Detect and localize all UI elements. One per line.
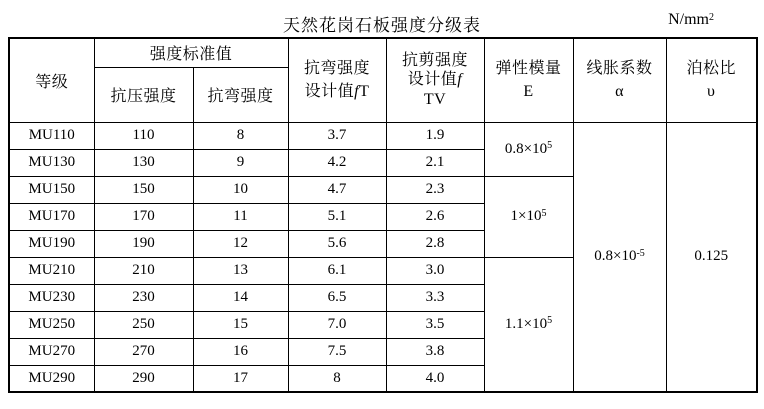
flexural-design-cell: 7.5 xyxy=(288,338,386,365)
header-shear-design xyxy=(386,38,484,122)
grade-cell: MU170 xyxy=(9,203,94,230)
flexural-design-cell: 6.1 xyxy=(288,257,386,284)
flexural-cell: 8 xyxy=(193,122,288,149)
unit-base: N/mm xyxy=(668,11,709,28)
flexural-design-cell: 5.1 xyxy=(288,203,386,230)
exponent: 5 xyxy=(547,315,553,327)
shear-design-cell: 4.0 xyxy=(386,365,484,392)
grade-cell: MU290 xyxy=(9,365,94,392)
flexural-cell: 10 xyxy=(193,176,288,203)
unit-label xyxy=(668,11,714,29)
header-poisson-symbol: υ xyxy=(707,83,716,101)
f-symbol: f xyxy=(457,71,463,89)
header-thermal-symbol: α xyxy=(615,83,624,101)
compressive-cell: 190 xyxy=(94,230,193,257)
flexural-cell: 17 xyxy=(193,365,288,392)
grade-cell: MU250 xyxy=(9,311,94,338)
header-flexural-design xyxy=(288,38,386,122)
flexural-cell: 14 xyxy=(193,284,288,311)
header-row-1 xyxy=(9,38,757,67)
poisson-ratio-cell: 0.125 xyxy=(666,122,757,392)
flexural-cell: 11 xyxy=(193,203,288,230)
flexural-cell: 15 xyxy=(193,311,288,338)
header-flexural-design-line1: 抗弯强度 xyxy=(304,60,371,78)
flexural-design-cell: 4.7 xyxy=(288,176,386,203)
elastic-modulus-group-cell: $1\times 10^5$ xyxy=(484,176,573,257)
flexural-design-cell: 6.5 xyxy=(288,284,386,311)
exponent: 5 xyxy=(541,207,547,219)
flexural-cell: 13 xyxy=(193,257,288,284)
elastic-modulus-group-cell: $0.8\times 10^5$ xyxy=(484,122,573,176)
header-flexural: 抗弯强度 xyxy=(193,67,288,122)
unit-superscript: 2 xyxy=(709,11,714,23)
compressive-cell: 110 xyxy=(94,122,193,149)
header-poisson-line1: 泊松比 xyxy=(686,60,737,78)
compressive-cell: 170 xyxy=(94,203,193,230)
title-bar xyxy=(0,0,764,37)
header-shear-design-line2: 设计值f xyxy=(407,71,463,89)
shear-design-cell: 2.8 xyxy=(386,230,484,257)
flexural-design-cell: 5.6 xyxy=(288,230,386,257)
strength-grading-table xyxy=(8,37,758,393)
page-title: 天然花岗石板强度分级表 xyxy=(283,16,481,35)
elastic-modulus-group-cell: $1.1\times 10^5$ xyxy=(484,257,573,392)
f-subscript: T xyxy=(359,83,370,101)
header-thermal-expansion xyxy=(573,38,666,122)
header-shear-design-line1: 抗剪强度 xyxy=(402,51,469,69)
shear-design-cell: 2.6 xyxy=(386,203,484,230)
compressive-cell: 230 xyxy=(94,284,193,311)
shear-design-cell: 2.3 xyxy=(386,176,484,203)
flexural-design-cell: 4.2 xyxy=(288,149,386,176)
header-flexural-design-line2: 设计值fT xyxy=(304,83,370,101)
shear-design-cell: 2.1 xyxy=(386,149,484,176)
flexural-design-cell: 3.7 xyxy=(288,122,386,149)
grade-cell: MU230 xyxy=(9,284,94,311)
thermal-expansion-cell: $0.8\times 10^{-5}$ xyxy=(573,122,666,392)
flexural-cell: 9 xyxy=(193,149,288,176)
grade-cell: MU210 xyxy=(9,257,94,284)
compressive-cell: 130 xyxy=(94,149,193,176)
header-compressive: 抗压强度 xyxy=(94,67,193,122)
header-elastic-line1: 弹性模量 xyxy=(495,60,562,78)
shear-design-cell: 3.8 xyxy=(386,338,484,365)
compressive-cell: 150 xyxy=(94,176,193,203)
compressive-cell: 290 xyxy=(94,365,193,392)
shear-design-cell: 1.9 xyxy=(386,122,484,149)
compressive-cell: 250 xyxy=(94,311,193,338)
header-elastic-modulus xyxy=(484,38,573,122)
grade-cell: MU110 xyxy=(9,122,94,149)
grade-cell: MU270 xyxy=(9,338,94,365)
header-grade: 等级 xyxy=(9,38,94,122)
table-row xyxy=(9,122,757,149)
header-shear-design-line3: TV xyxy=(423,91,447,108)
header-poisson-ratio xyxy=(666,38,757,122)
flexural-design-cell: 7.0 xyxy=(288,311,386,338)
exponent: -5 xyxy=(636,247,645,259)
shear-design-cell: 3.3 xyxy=(386,284,484,311)
header-strength-standard: 强度标准值 xyxy=(94,38,288,67)
f-symbol: f xyxy=(354,83,360,101)
shear-design-cell: 3.5 xyxy=(386,311,484,338)
grade-cell: MU130 xyxy=(9,149,94,176)
flexural-cell: 12 xyxy=(193,230,288,257)
header-thermal-line1: 线胀系数 xyxy=(586,60,653,78)
shear-design-cell: 3.0 xyxy=(386,257,484,284)
grade-cell: MU150 xyxy=(9,176,94,203)
flexural-design-cell: 8 xyxy=(288,365,386,392)
compressive-cell: 270 xyxy=(94,338,193,365)
grade-cell: MU190 xyxy=(9,230,94,257)
flexural-cell: 16 xyxy=(193,338,288,365)
header-elastic-symbol: E xyxy=(523,83,534,101)
compressive-cell: 210 xyxy=(94,257,193,284)
exponent: 5 xyxy=(547,140,553,151)
